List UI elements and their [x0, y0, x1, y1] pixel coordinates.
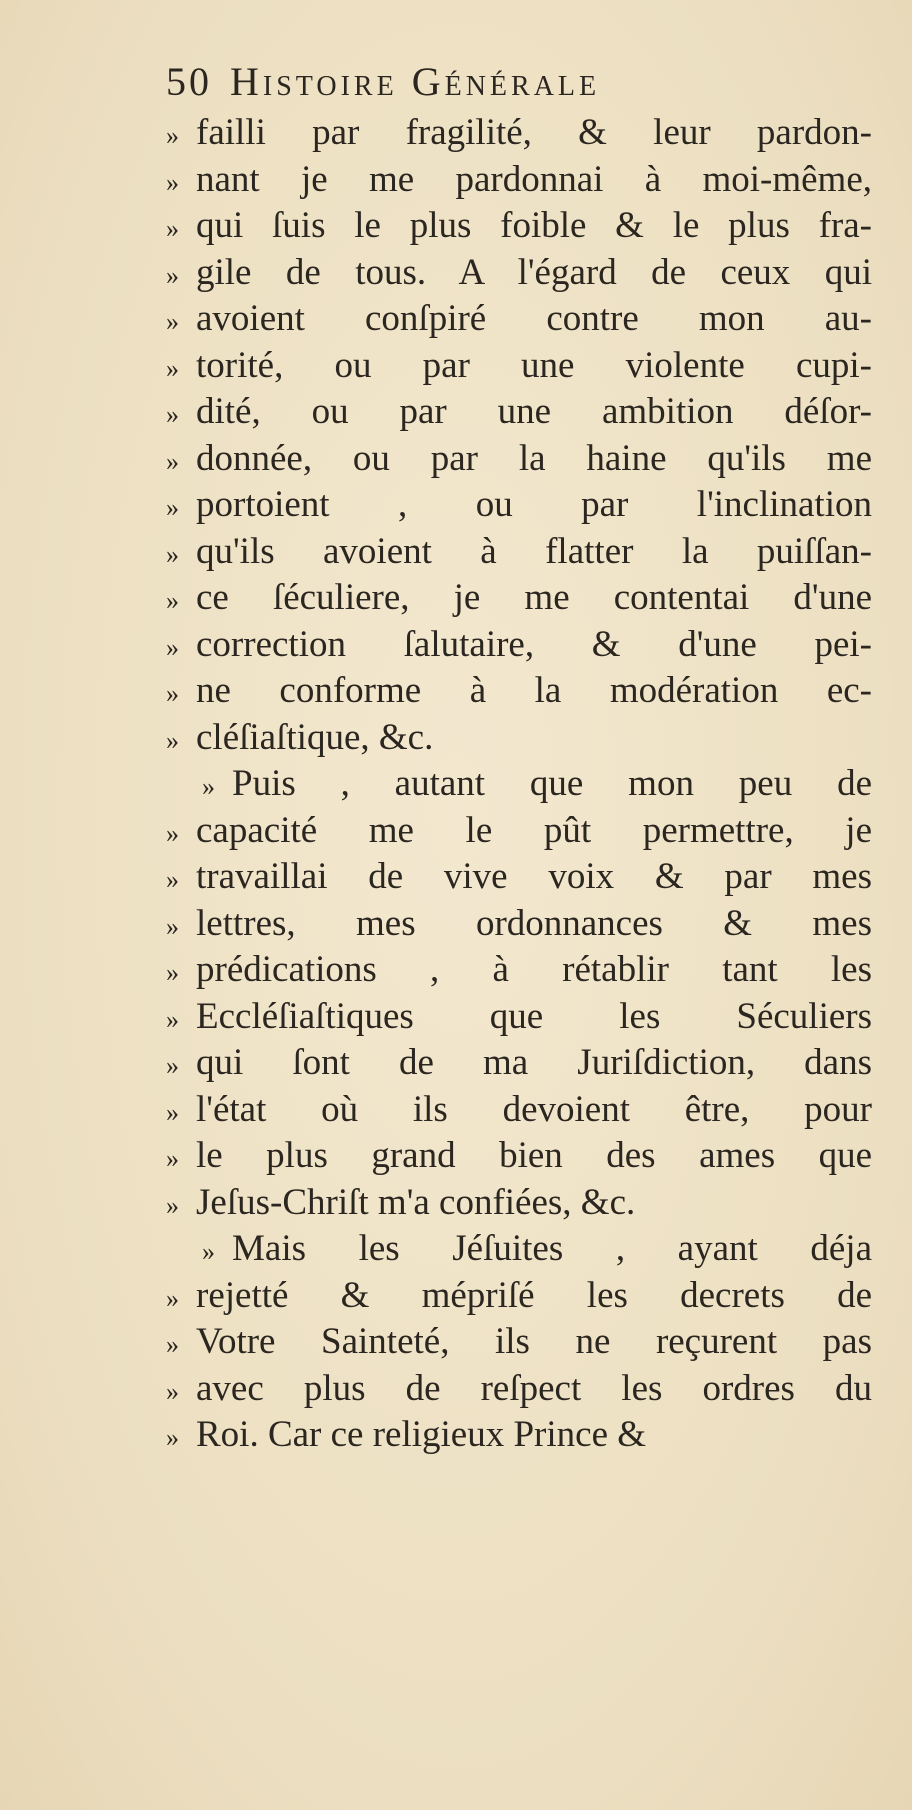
quotation-mark: » — [166, 1190, 179, 1220]
paragraph — [166, 761, 872, 1226]
line-text: dité, ou par une ambition déſor- — [196, 391, 872, 432]
line-text: gile de tous. A l'égard de ceux qui — [196, 251, 872, 293]
text-line — [166, 994, 872, 1041]
text-line — [166, 854, 872, 901]
quotation-mark: » — [166, 121, 179, 150]
line-text: l'état où ils devoient être, pour — [196, 1088, 872, 1130]
quotation-mark: » — [166, 307, 179, 336]
quotation-mark: » — [202, 772, 215, 801]
line-text: failli par fragilité, & leur pardon- — [196, 112, 872, 153]
line-text: Eccléſiaſtiques que les Séculiers — [196, 995, 872, 1037]
quotation-mark: » — [166, 1097, 179, 1127]
text-line — [166, 668, 872, 715]
quotation-mark: » — [166, 725, 179, 755]
text-line — [166, 1273, 872, 1320]
quotation-mark: » — [166, 679, 179, 708]
text-line — [166, 343, 872, 390]
line-text: cléſiaſtique, &c. — [196, 716, 434, 758]
quotation-mark: » — [166, 632, 179, 662]
body-text — [166, 110, 872, 1459]
text-line — [166, 1087, 872, 1134]
quotation-mark: » — [166, 260, 179, 290]
text-line — [166, 575, 872, 622]
text-line — [166, 901, 872, 948]
line-text: le plus grand bien des ames que — [196, 1135, 872, 1176]
text-line — [166, 808, 872, 855]
quotation-mark: » — [166, 214, 179, 243]
line-text: avec plus de reſpect les ordres du — [196, 1367, 872, 1409]
line-text: Votre Sainteté, ils ne reçurent pas — [196, 1321, 872, 1362]
paragraph — [166, 1226, 872, 1459]
line-text: qui ſuis le plus foible & le plus fra- — [196, 205, 872, 246]
text-line — [166, 482, 872, 529]
line-text: ne conforme à la modération ec- — [196, 670, 872, 711]
quotation-mark: » — [166, 958, 179, 987]
page-header — [166, 58, 600, 108]
quotation-mark: » — [166, 1376, 179, 1406]
line-text: portoient , ou par l'inclination — [196, 484, 872, 525]
text-line — [166, 1133, 872, 1180]
quotation-mark: » — [166, 400, 179, 429]
text-line — [166, 203, 872, 250]
text-line — [166, 389, 872, 436]
paragraph — [166, 110, 872, 761]
text-line — [166, 1366, 872, 1413]
text-line — [166, 761, 872, 808]
text-line — [166, 436, 872, 483]
text-line — [166, 715, 872, 762]
quotation-mark: » — [166, 1144, 179, 1173]
text-line — [166, 1180, 872, 1227]
text-line — [166, 250, 872, 297]
quotation-mark: » — [166, 818, 179, 848]
text-line — [166, 1319, 872, 1366]
line-text: correction ſalutaire, & d'une pei- — [196, 623, 872, 665]
line-text: Jeſus-Chriſt m'a confiées, &c. — [196, 1181, 636, 1223]
text-line — [166, 1412, 872, 1459]
text-line — [166, 1040, 872, 1087]
line-text: capacité me le pût permettre, je — [196, 809, 872, 851]
line-text: ce ſéculiere, je me contentai d'une — [196, 577, 872, 618]
text-line — [166, 529, 872, 576]
line-text: qu'ils avoient à flatter la puiſſan- — [196, 530, 872, 572]
line-text: rejetté & mépriſé les decrets de — [196, 1274, 872, 1316]
quotation-mark: » — [166, 911, 179, 941]
line-text: nant je me pardonnai à moi-même, — [196, 158, 872, 200]
quotation-mark: » — [166, 1283, 179, 1313]
line-text: qui ſont de ma Juriſdiction, dans — [196, 1042, 872, 1083]
text-line — [166, 622, 872, 669]
quotation-mark: » — [166, 1330, 179, 1359]
line-text: lettres, mes ordonnances & mes — [196, 902, 872, 944]
line-text: avoient conſpiré contre mon au- — [196, 298, 872, 339]
quotation-mark: » — [166, 1004, 179, 1034]
line-text: donnée, ou par la haine qu'ils me — [196, 437, 872, 479]
quotation-mark: » — [166, 1423, 179, 1452]
line-text: Roi. Car ce religieux Prince & — [196, 1414, 647, 1455]
text-line — [166, 296, 872, 343]
quotation-mark: » — [166, 539, 179, 569]
quotation-mark: » — [202, 1237, 215, 1266]
line-text: Mais les Jéſuites , ayant déja — [232, 1228, 872, 1269]
text-line — [166, 157, 872, 204]
running-title: Histoire Générale — [230, 59, 601, 104]
line-text: Puis , autant que mon peu de — [232, 763, 872, 804]
text-line — [166, 1226, 872, 1273]
text-line — [166, 947, 872, 994]
line-text: torité, ou par une violente cupi- — [196, 344, 872, 386]
quotation-mark: » — [166, 493, 179, 522]
page-number: 50 — [166, 59, 212, 104]
text-line — [166, 110, 872, 157]
quotation-mark: » — [166, 353, 179, 383]
line-text: travaillai de vive voix & par mes — [196, 856, 872, 897]
line-text: prédications , à rétablir tant les — [196, 949, 872, 990]
quotation-mark: » — [166, 446, 179, 476]
quotation-mark: » — [166, 586, 179, 615]
quotation-mark: » — [166, 865, 179, 894]
quotation-mark: » — [166, 1051, 179, 1080]
quotation-mark: » — [166, 167, 179, 197]
